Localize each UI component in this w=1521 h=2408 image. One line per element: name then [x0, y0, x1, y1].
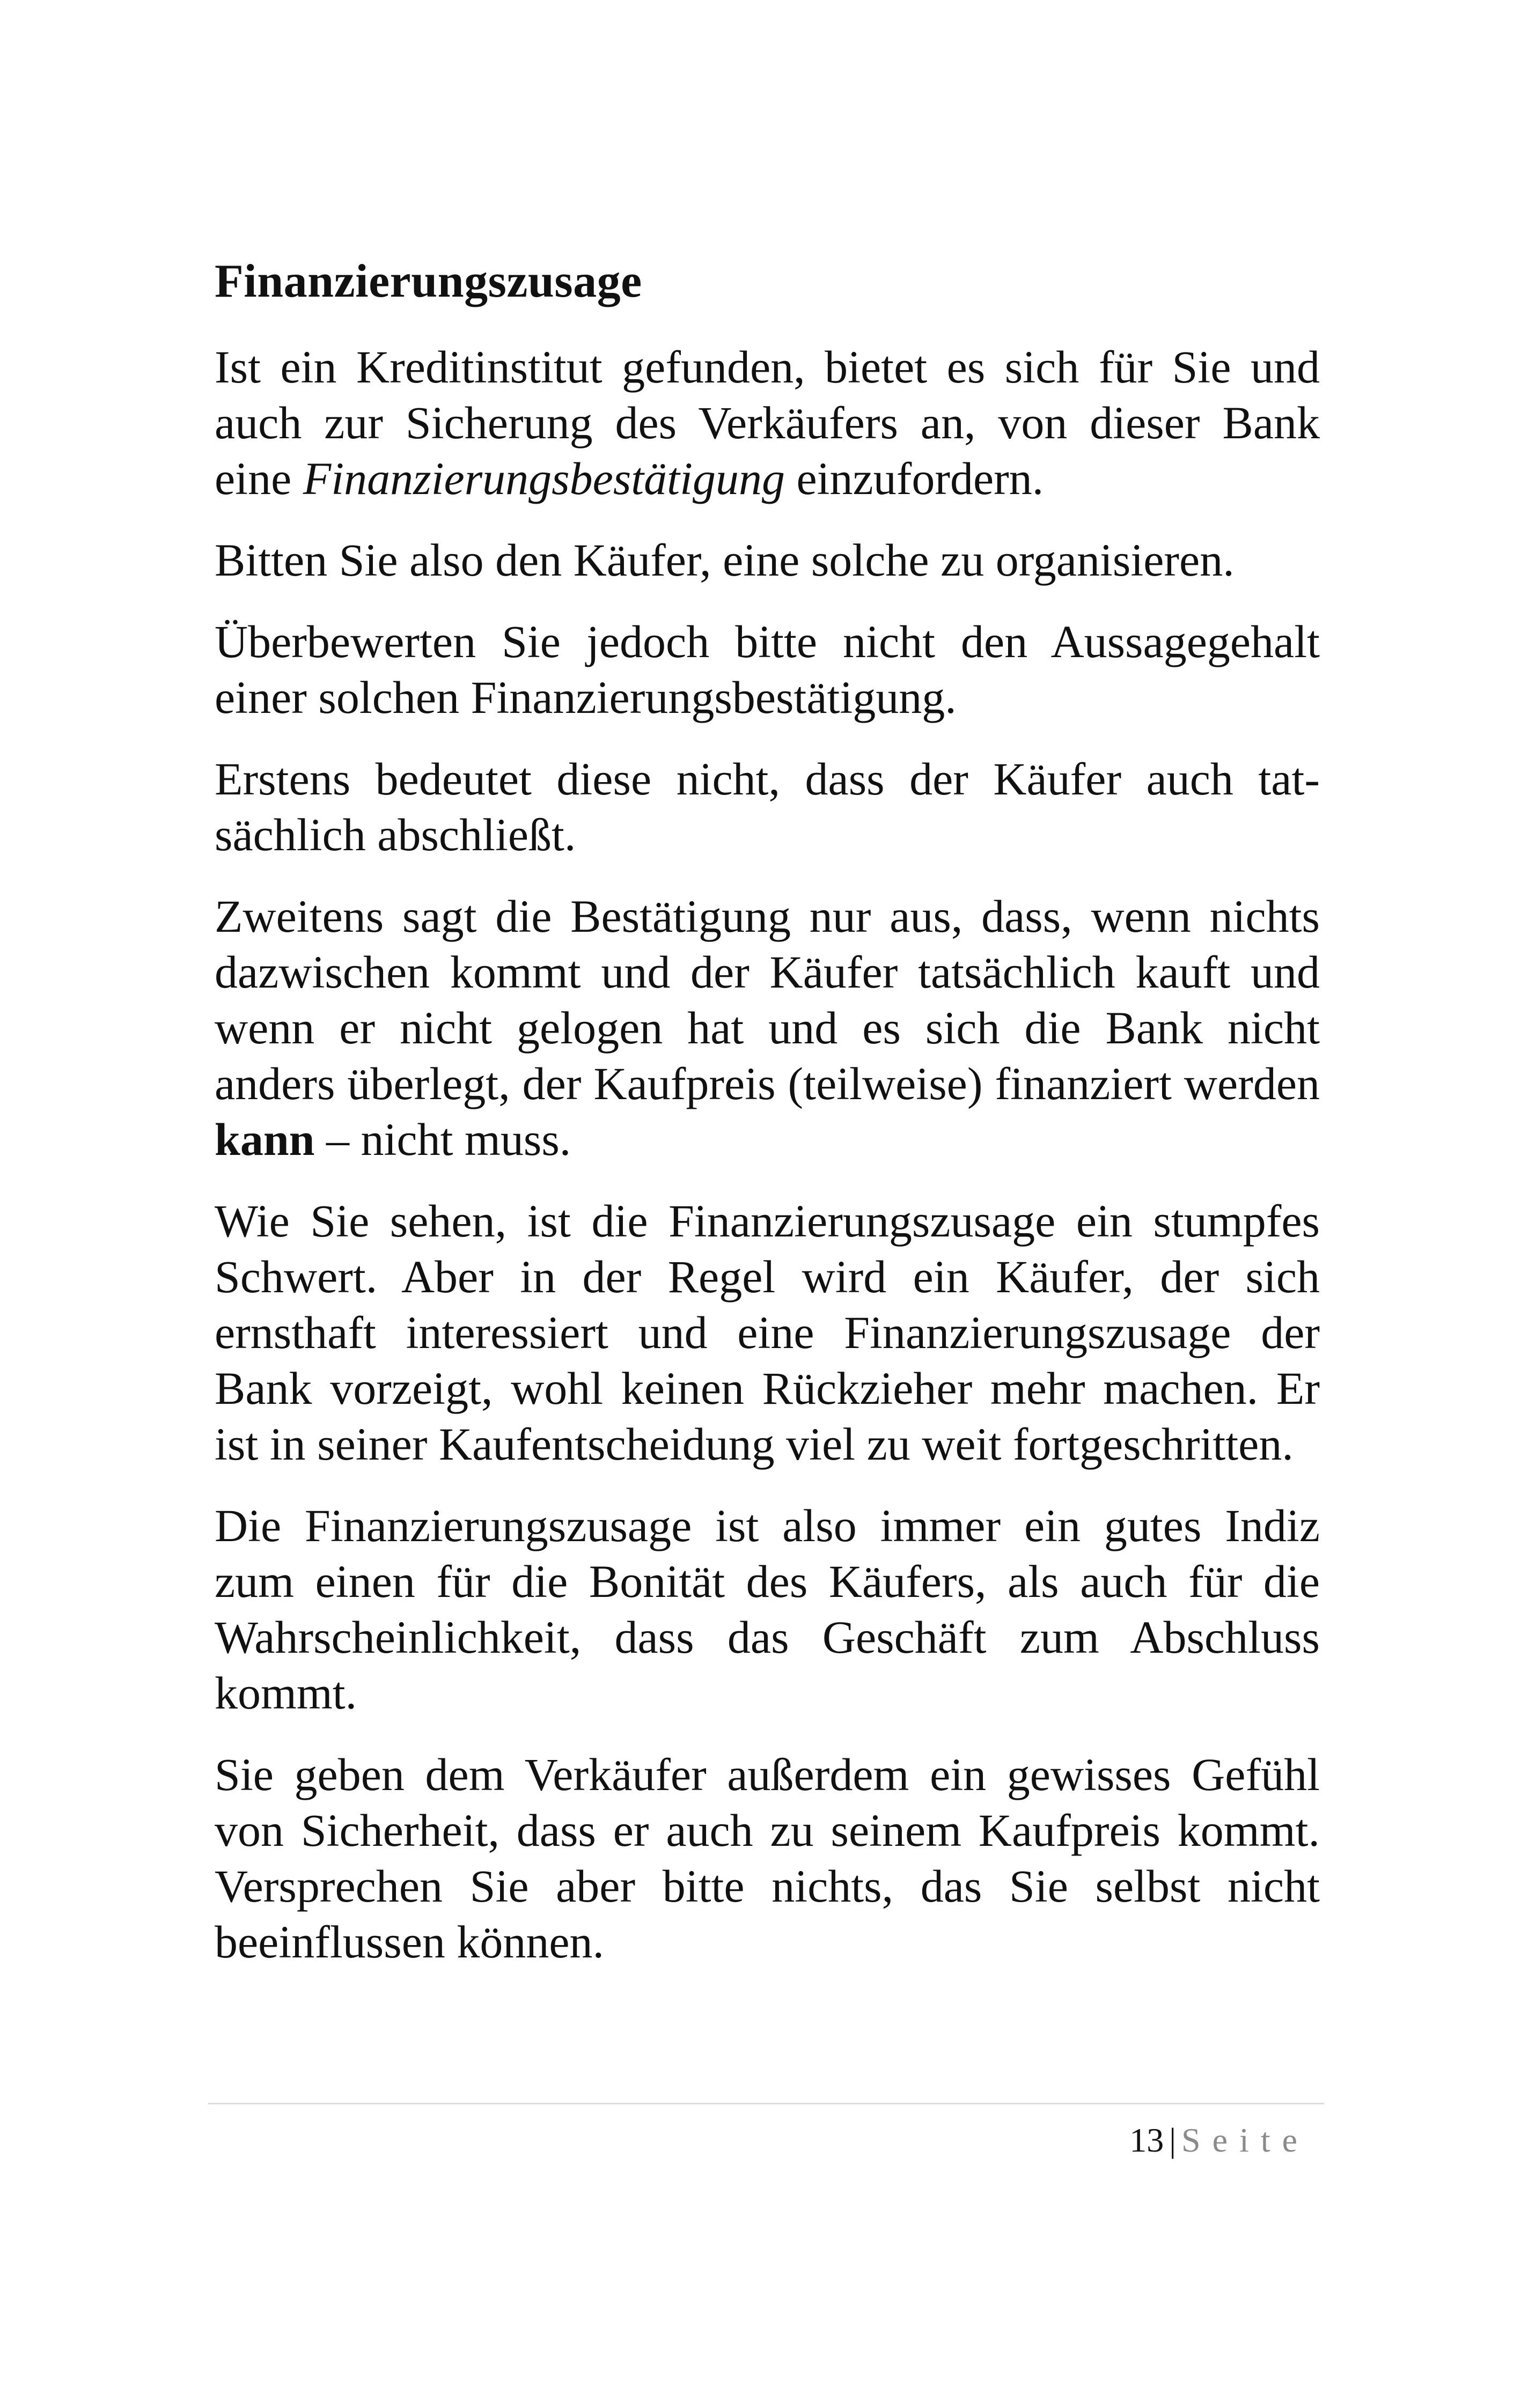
page-footer: [1129, 2119, 1309, 2162]
paragraph-6: Wie Sie sehen, ist die Finanzierungszusage ein stumpfes Schwert. Aber in der Regel wird ein Käufer, der sich ernsthaft interessiert und eine Finanzierungszusage der Bank vorzeigt, wohl keinen Rückzieher mehr machen. Er ist in seiner Kaufentscheidung viel zu weit fortgeschritten.: [215, 1195, 1320, 1470]
paragraph-3: Überbewerten Sie jedoch bitte nicht den Aussagegehalt einer solchen Finanzierungsbestätigung.: [215, 616, 1320, 723]
paragraph-1-text-start: Ist ein Kreditinstitut gefunden, bietet es sich für Sie und auch zur Sicherung des Verkäufers an, von dieser Bank eine: [215, 341, 1320, 504]
paragraph-5-bold-term: kann: [215, 1114, 315, 1165]
paragraph-2: Bitten Sie also den Käufer, eine solche zu organisieren.: [215, 534, 1235, 586]
footer-separator: |: [1169, 2121, 1177, 2159]
paragraph-7: Die Finanzierungszusage ist also immer ein gutes Indiz zum einen für die Bonität des Käufers, als auch für die Wahrscheinlichkeit, dass das Geschäft zum Abschluss kommt.: [215, 1500, 1320, 1719]
paragraph-1-italic-term: Finanzierungsbestätigung: [303, 453, 785, 504]
paragraph-1: [215, 339, 1320, 506]
paragraph-5-text-start: Zweitens sagt die Bestätigung nur aus, dass, wenn nichts dazwischen kommt und der Käufer tatsächlich kauft und wenn er nicht gelogen hat und es sich die Bank nicht anders überlegt, der Kaufpreis (teilweise) finanziert werden: [215, 890, 1320, 1109]
paragraph-1-text-end: einzufordern.: [784, 453, 1044, 504]
paragraph-4: Erstens bedeutet diese nicht, dass der Käufer auch tatsächlich abschließt.: [215, 753, 1320, 860]
paragraph-8: Sie geben dem Verkäufer außerdem ein gewisses Gefühl von Sicherheit, dass er auch zu seinem Kaufpreis kommt. Versprechen Sie aber bitte nichts, das Sie selbst nicht beeinflussen können.: [215, 1749, 1320, 1968]
footer-divider: [208, 2103, 1324, 2104]
page-label: Seite: [1181, 2121, 1309, 2159]
page-body: [215, 252, 1320, 1995]
page-number: 13: [1129, 2121, 1164, 2159]
paragraph-5-text-end: – nicht muss.: [314, 1114, 571, 1165]
section-heading: Finanzierungszusage: [215, 255, 642, 307]
paragraph-5: [215, 888, 1320, 1167]
